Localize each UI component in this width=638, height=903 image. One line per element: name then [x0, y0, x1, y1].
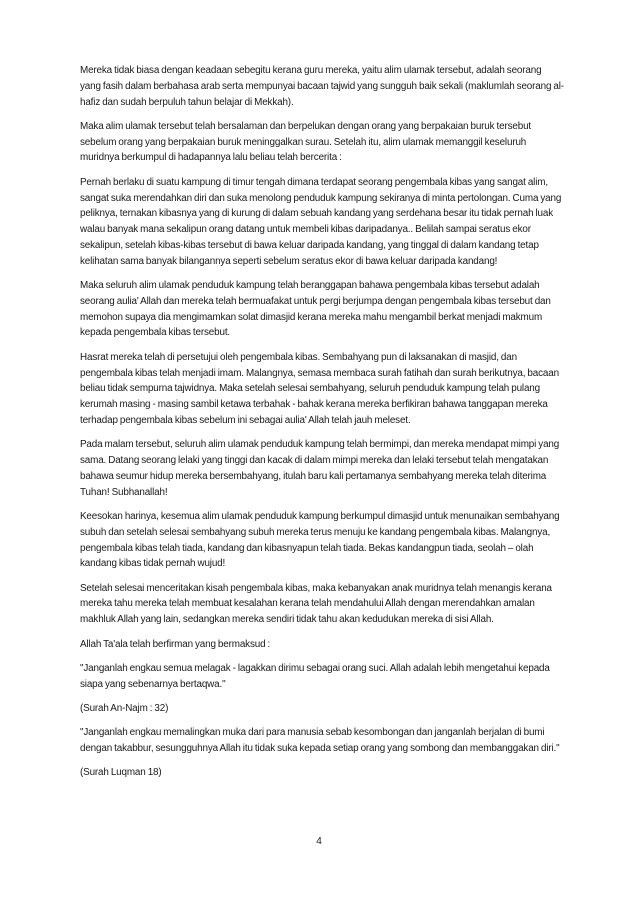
paragraph: Maka alim ulamak tersebut telah bersalaman dan berpelukan dengan orang yang berpakaian buruk tersebut sebelum orang yang berpakaian buruk meninggalkan surau. Setelah itu, alim ulamak memanggil keseluruh muridnya berkumpul di hadapannya lalu beliau telah bercerita : — [80, 120, 532, 164]
quran-citation: (Surah Luqman 18) — [80, 767, 162, 779]
page-number: 4 — [316, 836, 322, 847]
quran-quote: "Janganlah engkau memalingkan muka dari para manusia sebab kesombongan dan janganlah berjalan di bumi dengan takabbur, sesungguhnya Allah itu tidak suka kepada setiap orang yang sombong dan membanggakan diri." — [80, 727, 560, 754]
paragraph: Hasrat mereka telah di persetujui oleh pengembala kibas. Sembahyang pun di laksanakan di masjid, dan pengembala kibas telah menjadi imam. Malangnya, semasa membaca surah fatihah dan surah berikutnya, bacaan beliau tidak sempurna tajwidnya. Maka setelah selesai sembahyang, seluruh penduduk kampung telah pulang kerumah masing - masing sambil ketawa terbahak - bahak kerana mereka berfikiran bahawa tanggapan mereka terhadap pengembala kibas sebelum ini sebagai aulia' Allah telah jauh meleset. — [80, 351, 559, 426]
paragraph: Keesokan harinya, kesemua alim ulamak penduduk kampung berkumpul dimasjid untuk menunaikan sembahyang subuh dan setelah selesai sembahyang subuh mereka terus menuju ke kandang pengembala kibas. Malangnya, pengembala kibas telah tiada, kandang dan kibasnyapun telah tiada. Bekas kandangpun tiada, seolah – olah kandang kibas tidak pernah wujud! — [80, 510, 560, 570]
quran-citation: (Surah An-Najm : 32) — [80, 702, 169, 714]
page-body — [80, 63, 564, 790]
paragraph: Pada malam tersebut, seluruh alim ulamak penduduk kampung telah bermimpi, dan mereka mendapat mimpi yang sama. Datang seorang lelaki yang tinggi dan kacak di dalam mimpi mereka dan lelaki tersebut telah mengatakan bahawa seumur hidup mereka bersembahyang, itulah baru kali pertamanya sembahyang mereka telah diterima Tuhan! Subhanallah! — [80, 439, 560, 498]
paragraph: Mereka tidak biasa dengan keadaan sebegitu kerana guru mereka, yaitu alim ulamak tersebut, adalah seorang yang fasih dalam berbahasa arab serta mempunyai bacaan tajwid yang sungguh baik sekali (maklumlah seorang al-hafiz dan sudah berpuluh tahun belajar di Mekkah). — [80, 65, 564, 108]
quran-quote: "Janganlah engkau semua melagak - lagakkan dirimu sebagai orang suci. Allah adalah lebih mengetahui kepada siapa yang sebenarnya bertaqwa." — [80, 662, 550, 690]
paragraph: Maka seluruh alim ulamak penduduk kampung telah beranggapan bahawa pengembala kibas tersebut adalah seorang aulia' Allah dan mereka telah bermuafakat untuk pergi berjumpa dengan pengembala kibas tersebut dan memohon supaya dia mengimamkan solat dimasjid kerana mereka mahu mengambil berkat menjadi makmum kepada pengembala kibas tersebut. — [80, 280, 551, 339]
paragraph: Setelah selesai menceritakan kisah pengembala kibas, maka kebanyakan anak muridnya telah menangis kerana mereka tahu mereka telah membuat kesalahan kerana telah mendahului Allah dengan merendahkan amalan makhluk Allah yang lain, sedangkan mereka sendiri tidak tahu akan kedudukan mereka di sisi Allah. — [80, 582, 552, 626]
quran-intro: Allah Ta'ala telah berfirman yang bermaksud : — [80, 638, 271, 650]
paragraph: Pernah berlaku di suatu kampung di timur tengah dimana terdapat seorang pengembala kibas yang sangat alim, sangat suka merendahkan diri dan suka menolong penduduk kampung sekiranya di minta pertolongan. Cuma yang peliknya, ternakan kibasnya yang di kurung di dalam sebuah kandang yang serdehana besar itu tidak pernah luak walau banyak mana sekalipun orang datang untuk membeli kibas daripadanya.. Belilah sampai seratus ekor sekalipun, setelah kibas-kibas tersebut di bawa keluar daripada kandang, yang tinggal di dalam kandang tetap kelihatan sama banyak bilangannya seperti sebelum seratus ekor di bawa keluar daripada kandang! — [80, 176, 562, 267]
